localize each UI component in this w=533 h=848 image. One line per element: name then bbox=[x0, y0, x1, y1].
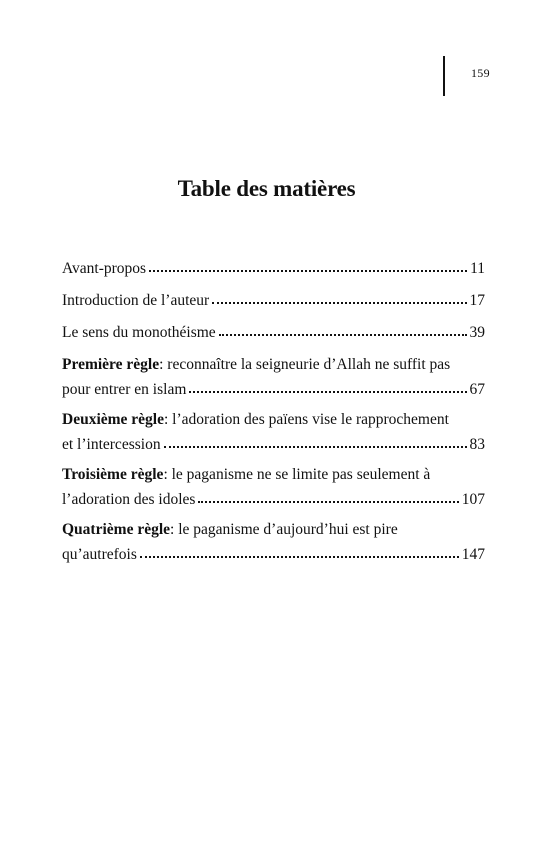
toc-entry-premiere-regle[interactable] bbox=[62, 352, 485, 402]
header-rule bbox=[443, 56, 445, 96]
dot-leader bbox=[189, 380, 466, 394]
toc-entry-text: Avant-propos bbox=[62, 260, 147, 277]
toc-entry-page: 39 bbox=[469, 324, 485, 341]
dot-leader bbox=[212, 291, 466, 305]
toc-entry-deuxieme-regle[interactable] bbox=[62, 407, 485, 457]
page-number: 159 bbox=[471, 66, 490, 80]
dot-leader bbox=[219, 323, 467, 337]
dot-leader bbox=[140, 545, 459, 559]
toc-entry-bold-label: Quatrième règle bbox=[62, 521, 171, 538]
toc-entry-page: 83 bbox=[469, 436, 485, 453]
toc-entry-text: : le paganisme ne se limite pas seulement à bbox=[163, 466, 431, 483]
toc-entry-bold-label: Troisième règle bbox=[62, 466, 164, 483]
toc-entry-text-continued: et l’intercession bbox=[62, 436, 161, 453]
toc-entry-page: 147 bbox=[461, 546, 485, 563]
table-of-contents bbox=[62, 256, 485, 572]
toc-entry-text: : reconnaître la seigneurie d’Allah ne suffit pas bbox=[159, 356, 451, 373]
toc-entry-text-continued: qu’autrefois bbox=[62, 546, 137, 563]
toc-entry-page: 17 bbox=[469, 292, 485, 309]
dot-leader bbox=[198, 490, 458, 504]
toc-entry-troisieme-regle[interactable] bbox=[62, 462, 485, 512]
page-title: Table des matières bbox=[177, 176, 356, 201]
toc-entry-text-continued: l’adoration des idoles bbox=[62, 491, 196, 508]
toc-entry-sens-monotheisme[interactable] bbox=[62, 320, 485, 345]
toc-entry-text: Introduction de l’auteur bbox=[62, 292, 210, 309]
toc-entry-bold-label: Première règle bbox=[62, 356, 160, 373]
toc-entry-quatrieme-regle[interactable] bbox=[62, 517, 485, 567]
dot-leader bbox=[149, 259, 467, 273]
toc-entry-page: 67 bbox=[469, 381, 485, 398]
toc-entry-avant-propos[interactable] bbox=[62, 256, 485, 281]
toc-entry-page: 11 bbox=[470, 260, 485, 277]
toc-entry-introduction[interactable] bbox=[62, 288, 485, 313]
toc-entry-text: : l’adoration des païens vise le rapprochement bbox=[164, 411, 449, 428]
toc-entry-text: : le paganisme d’aujourd’hui est pire bbox=[170, 521, 398, 538]
dot-leader bbox=[164, 435, 467, 449]
toc-entry-bold-label: Deuxième règle bbox=[62, 411, 164, 428]
toc-entry-text-continued: pour entrer en islam bbox=[62, 381, 187, 398]
toc-entry-page: 107 bbox=[461, 491, 485, 508]
toc-entry-text: Le sens du monothéisme bbox=[62, 324, 216, 341]
